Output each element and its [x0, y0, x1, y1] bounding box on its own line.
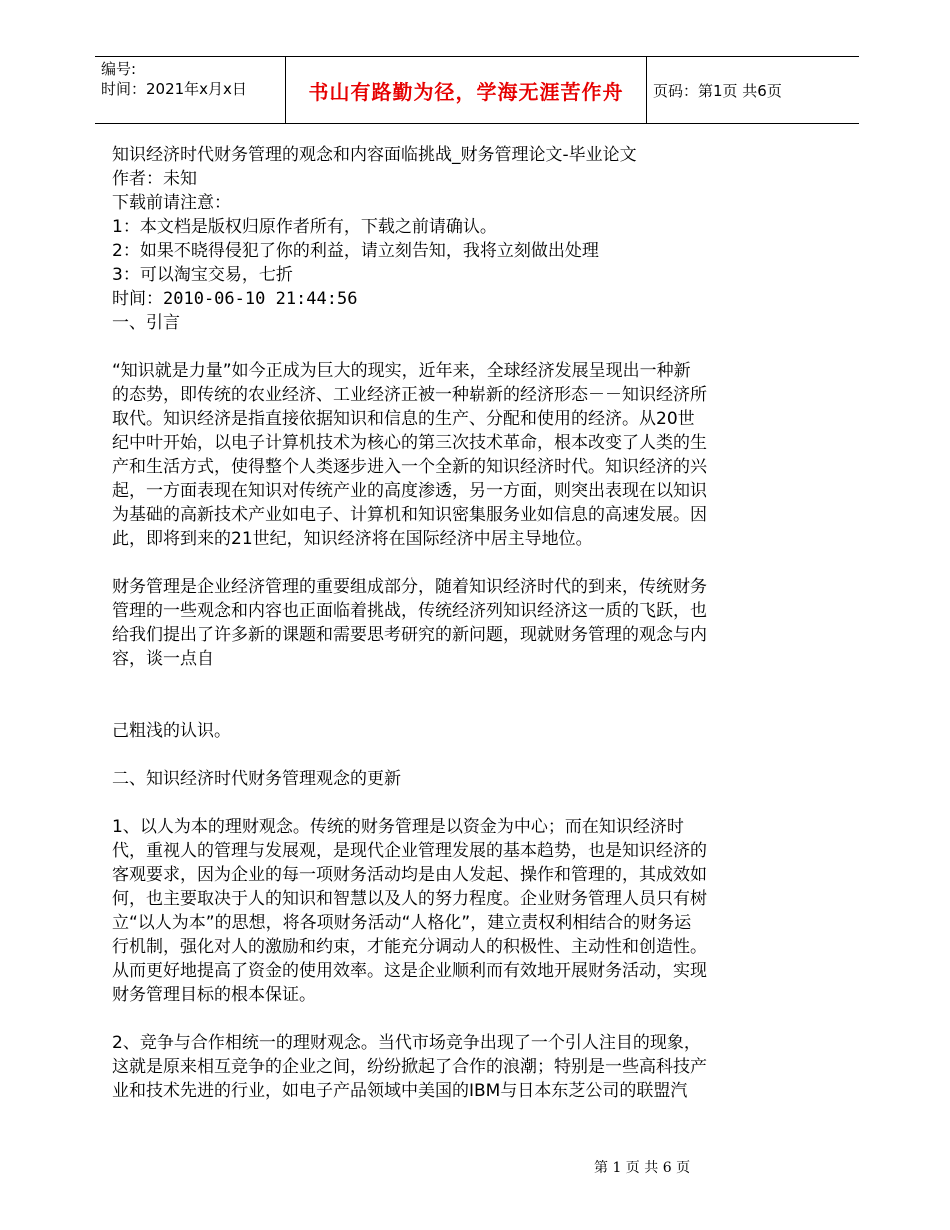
notice-item-2: 2：如果不晓得侵犯了你的利益，请立刻告知，我将立刻做出处理: [112, 241, 599, 261]
text-line: 为基础的高新技术产业如电子、计算机和知识密集服务业如信息的高速发展。因: [112, 505, 707, 525]
number-label: 编号:: [101, 60, 137, 78]
text-line: 客观要求，因为企业的每一项财务活动均是由人发起、操作和管理的，其成效如: [112, 865, 707, 885]
text-line: 立“以人为本”的思想，将各项财务活动“人格化”，建立责权利相结合的财务运: [112, 913, 692, 933]
text-line: 代，重视人的管理与发展观，是现代企业管理发展的基本趋势，也是知识经济的: [112, 841, 707, 861]
text-line: “知识就是力量”如今正成为巨大的现实，近年来，全球经济发展呈现出一种新: [112, 361, 691, 381]
page-footer: 第 1 页 共 6 页: [594, 1160, 691, 1176]
text-line: 从而更好地提高了资金的使用效率。这是企业顺利而有效地开展财务活动，实现: [112, 961, 707, 981]
paragraph-intro-1: [112, 359, 772, 551]
text-line: 这就是原来相互竞争的企业之间，纷纷掀起了合作的浪潮；特别是一些高科技产: [112, 1057, 707, 1077]
text-line: 财务管理是企业经济管理的重要组成部分，随着知识经济时代的到来，传统财务: [112, 577, 707, 597]
doc-timestamp: 时间：2010-06-10 21:44:56: [112, 289, 358, 309]
text-line: 取代。知识经济是指直接依据知识和信息的生产、分配和使用的经济。从20世: [112, 409, 695, 429]
motto-text: 书山有路勤为径，学海无涯苦作舟: [308, 79, 624, 104]
header-page-info: [653, 57, 782, 123]
text-line: 容，谈一点自: [112, 649, 214, 669]
text-line: 何，也主要取决于人的知识和智慧以及人的努力程度。企业财务管理人员只有树: [112, 889, 707, 909]
document-body: [112, 143, 772, 1103]
text-line: 行机制，强化对人的激励和约束，才能充分调动人的积极性、主动性和创造性。: [112, 937, 707, 957]
text-line: 管理的一些观念和内容也正面临着挑战，传统经济列知识经济这一质的飞跃，也: [112, 601, 707, 621]
text-line: 2、竞争与合作相统一的理财观念。当代市场竞争出现了一个引人注目的现象，: [112, 1033, 701, 1053]
header-meta: [101, 59, 281, 99]
paragraph-competition-cooperation: [112, 1031, 772, 1103]
text-line: 1、以人为本的理财观念。传统的财务管理是以资金为中心；而在知识经济时: [112, 817, 684, 837]
notice-item-3: 3：可以淘宝交易，七折: [112, 265, 293, 285]
notice-title: 下载前请注意：: [112, 193, 231, 213]
section-heading-concepts: 二、知识经济时代财务管理观念的更新: [112, 769, 401, 789]
section-heading-intro: 一、引言: [112, 313, 180, 333]
text-line: 业和技术先进的行业，如电子产品领域中美国的IBM与日本东芝公司的联盟汽: [112, 1081, 688, 1101]
doc-author: 作者：未知: [112, 169, 197, 189]
page-info-text: 页码：第1页 共6页: [653, 81, 782, 100]
document-header: [95, 56, 859, 124]
text-line: 的态势，即传统的农业经济、工业经济正被一种崭新的经济形态－－知识经济所: [112, 385, 707, 405]
paragraph-intro-2: [112, 575, 772, 671]
text-line: 起，一方面表现在知识对传统产业的高度渗透，另一方面，则突出表现在以知识: [112, 481, 707, 501]
paragraph-people-oriented: [112, 815, 772, 1007]
text-line: 财务管理目标的根本保证。: [112, 985, 316, 1005]
paragraph-intro-3: 己粗浅的认识。: [112, 721, 231, 741]
header-motto-cell: [285, 57, 647, 123]
notice-item-1: 1：本文档是版权归原作者所有，下载之前请确认。: [112, 217, 497, 237]
text-line: 此，即将到来的21世纪，知识经济将在国际经济中居主导地位。: [112, 529, 593, 549]
text-line: 给我们提出了许多新的课题和需要思考研究的新问题，现就财务管理的观念与内: [112, 625, 707, 645]
text-line: 纪中叶开始，以电子计算机技术为核心的第三次技术革命，根本改变了人类的生: [112, 433, 707, 453]
text-line: 产和生活方式，使得整个人类逐步进入一个全新的知识经济时代。知识经济的兴: [112, 457, 707, 477]
time-label: 时间：2021年x月x日: [101, 80, 247, 98]
doc-title: 知识经济时代财务管理的观念和内容面临挑战_财务管理论文-毕业论文: [112, 145, 637, 165]
